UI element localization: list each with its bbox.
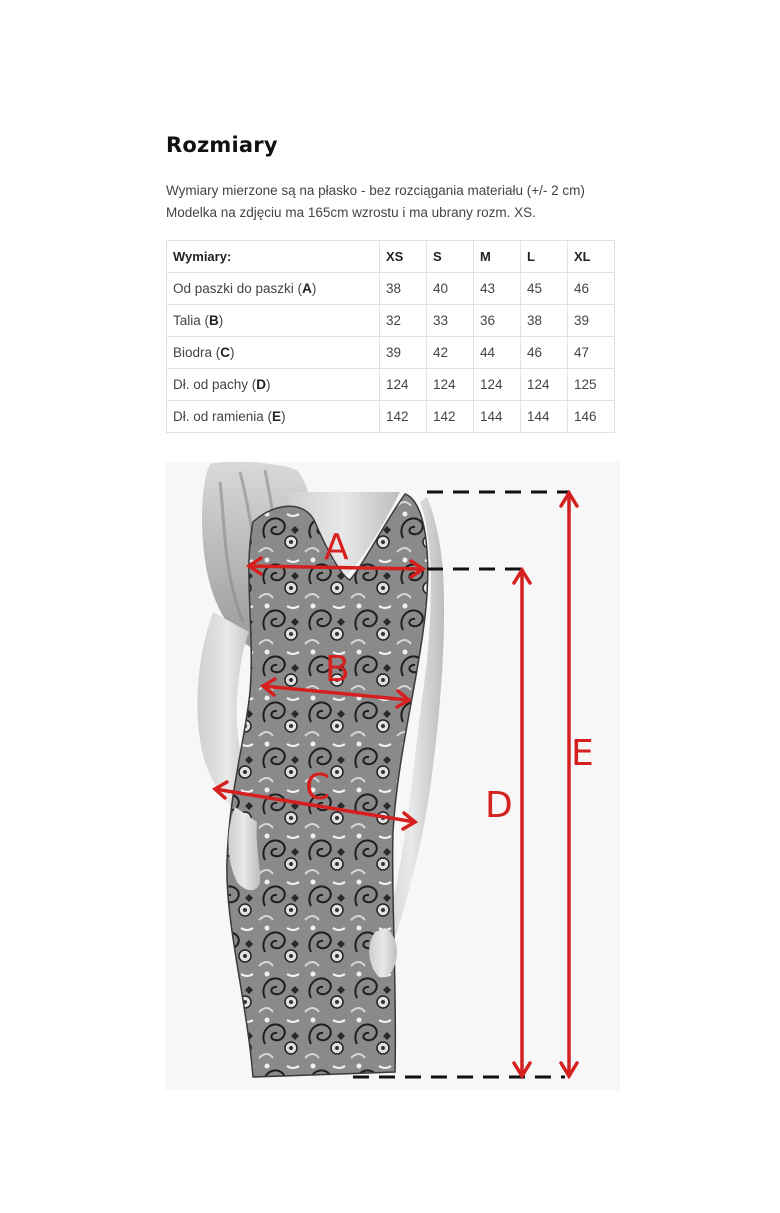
table-cell: 142 — [427, 401, 474, 433]
row-label-text: Biodra ( — [173, 345, 221, 360]
intro-line-2: Modelka na zdjęciu ma 165cm wzrostu i ma ubrany rozm. XS. — [166, 205, 536, 220]
header-size: S — [427, 241, 474, 273]
marker-e: E — [571, 733, 594, 774]
marker-a: A — [324, 527, 349, 568]
table-cell: 144 — [521, 401, 568, 433]
row-label — [167, 273, 380, 305]
intro-line-1: Wymiary mierzone są na płasko - bez rozciągania materiału (+/- 2 cm) — [166, 183, 585, 198]
row-label-close: ) — [281, 409, 286, 424]
row-label-text: Dł. od pachy ( — [173, 377, 257, 392]
row-label-close: ) — [311, 281, 317, 296]
table-cell: 38 — [521, 305, 568, 337]
row-label-text: Od paszki do paszki ( — [173, 281, 303, 296]
table-cell: 125 — [568, 369, 615, 401]
table-row — [167, 273, 615, 305]
row-label — [167, 401, 380, 433]
row-label-close: ) — [266, 377, 271, 392]
table-row — [167, 337, 615, 369]
row-key: E — [272, 409, 282, 424]
header-size: L — [521, 241, 568, 273]
table-row — [167, 401, 615, 433]
table-cell: 39 — [380, 337, 427, 369]
header-size: XL — [568, 241, 615, 273]
table-cell: 39 — [568, 305, 615, 337]
model-illustration — [165, 462, 620, 1090]
row-label-close: ) — [218, 313, 224, 328]
table-cell: 124 — [427, 369, 474, 401]
table-cell: 124 — [521, 369, 568, 401]
table-cell: 43 — [474, 273, 521, 305]
size-guide — [166, 128, 616, 433]
table-cell: 38 — [380, 273, 427, 305]
page-title: Rozmiary — [166, 133, 278, 157]
table-row — [167, 369, 615, 401]
intro-text — [166, 180, 616, 224]
marker-d: D — [485, 785, 513, 826]
marker-b: B — [325, 649, 350, 690]
row-key: D — [256, 377, 267, 392]
table-cell: 40 — [427, 273, 474, 305]
row-key: C — [220, 345, 231, 360]
size-table — [166, 240, 615, 433]
table-cell: 32 — [380, 305, 427, 337]
header-size: XS — [380, 241, 427, 273]
table-cell: 45 — [521, 273, 568, 305]
table-cell: 146 — [568, 401, 615, 433]
row-label — [167, 369, 380, 401]
row-label-close: ) — [230, 345, 235, 360]
table-cell: 144 — [474, 401, 521, 433]
table-cell: 124 — [380, 369, 427, 401]
row-label-text: Dł. od ramienia ( — [173, 409, 273, 424]
row-label-text: Talia ( — [173, 313, 210, 328]
row-label — [167, 305, 380, 337]
table-cell: 124 — [474, 369, 521, 401]
table-cell: 46 — [568, 273, 615, 305]
table-header-row — [167, 241, 615, 273]
table-cell: 42 — [427, 337, 474, 369]
row-key: B — [209, 313, 219, 328]
marker-c: C — [305, 767, 331, 808]
table-row — [167, 305, 615, 337]
table-cell: 44 — [474, 337, 521, 369]
table-cell: 33 — [427, 305, 474, 337]
table-cell: 142 — [380, 401, 427, 433]
table-cell: 47 — [568, 337, 615, 369]
row-label — [167, 337, 380, 369]
table-cell: 46 — [521, 337, 568, 369]
table-cell: 36 — [474, 305, 521, 337]
header-size: M — [474, 241, 521, 273]
row-key: A — [302, 281, 312, 296]
measurement-figure — [165, 462, 620, 1090]
header-label: Wymiary: — [167, 241, 380, 273]
